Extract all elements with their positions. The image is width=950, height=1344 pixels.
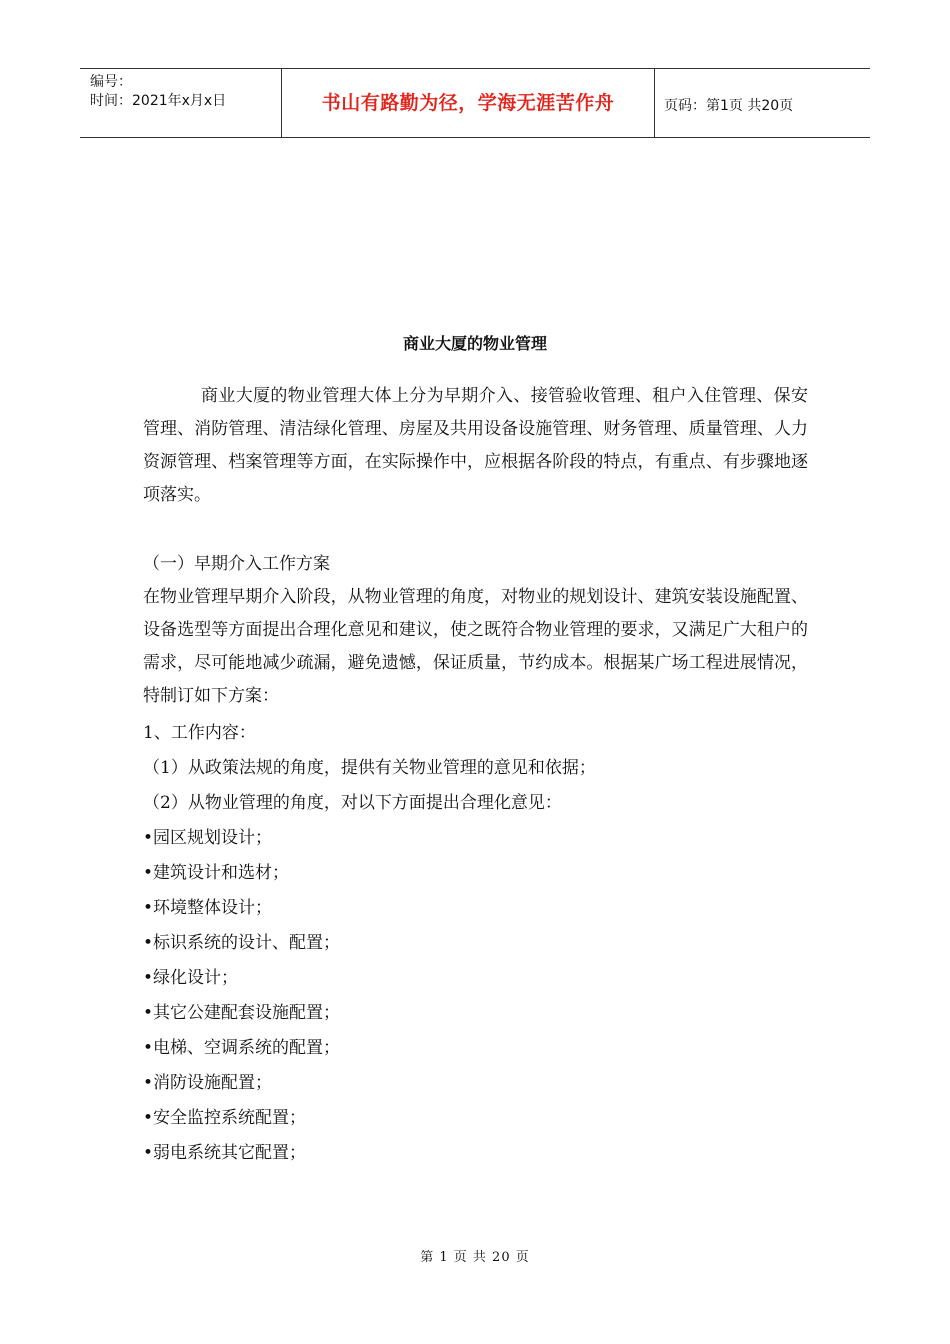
bullet-item: •其它公建配套设施配置； xyxy=(143,1003,341,1023)
header-meta-cell xyxy=(80,69,280,137)
work-content-heading: 1、工作内容： xyxy=(143,723,256,743)
bullet-item: •弱电系统其它配置； xyxy=(143,1143,307,1163)
bullet-item: •园区规划设计； xyxy=(143,828,273,848)
work-item-1: （1）从政策法规的角度，提供有关物业管理的意见和依据； xyxy=(143,758,596,778)
section-heading: （一）早期介入工作方案 xyxy=(143,554,330,574)
serial-number-label: 编号： xyxy=(90,74,132,90)
document-title: 商业大厦的物业管理 xyxy=(402,334,547,353)
intro-paragraph: 商业大厦的物业管理大体上分为早期介入、接管验收管理、租户入住管理、保安管理、消防管理、清洁绿化管理、房屋及共用设备设施管理、财务管理、质量管理、人力资源管理、档案管理等方面，在实际操作中，应根据各阶段的特点，有重点、有步骤地逐项落实。 xyxy=(143,386,808,505)
bullet-item: •环境整体设计； xyxy=(143,898,273,918)
header-page-cell xyxy=(654,69,870,137)
section-paragraph: 在物业管理早期介入阶段，从物业管理的角度，对物业的规划设计、建筑安装设施配置、设备选型等方面提出合理化意见和建议，使之既符合物业管理的要求，又满足广大租户的需求，尽可能地减少疏漏，避免遗憾，保证质量，节约成本。根据某广场工程进展情况，特制订如下方案： xyxy=(143,587,808,706)
page-header xyxy=(80,68,870,138)
bullet-item: •安全监控系统配置； xyxy=(143,1108,307,1128)
header-motto-cell xyxy=(281,69,655,137)
bullet-item: •标识系统的设计、配置； xyxy=(143,933,341,953)
bullet-item: •电梯、空调系统的配置； xyxy=(143,1038,341,1058)
bullet-item: •绿化设计； xyxy=(143,968,239,988)
date-text: 时间：2021年x月x日 xyxy=(90,93,227,109)
header-page-info: 页码：第1页 共20页 xyxy=(664,98,794,114)
bullet-item: •建筑设计和选材； xyxy=(143,863,290,883)
bullet-item: •消防设施配置； xyxy=(143,1073,273,1093)
header-motto: 书山有路勤为径，学海无涯苦作舟 xyxy=(321,92,615,114)
work-item-2: （2）从物业管理的角度，对以下方面提出合理化意见： xyxy=(143,793,562,813)
page-footer: 第 1 页 共 20 页 xyxy=(420,1250,530,1265)
